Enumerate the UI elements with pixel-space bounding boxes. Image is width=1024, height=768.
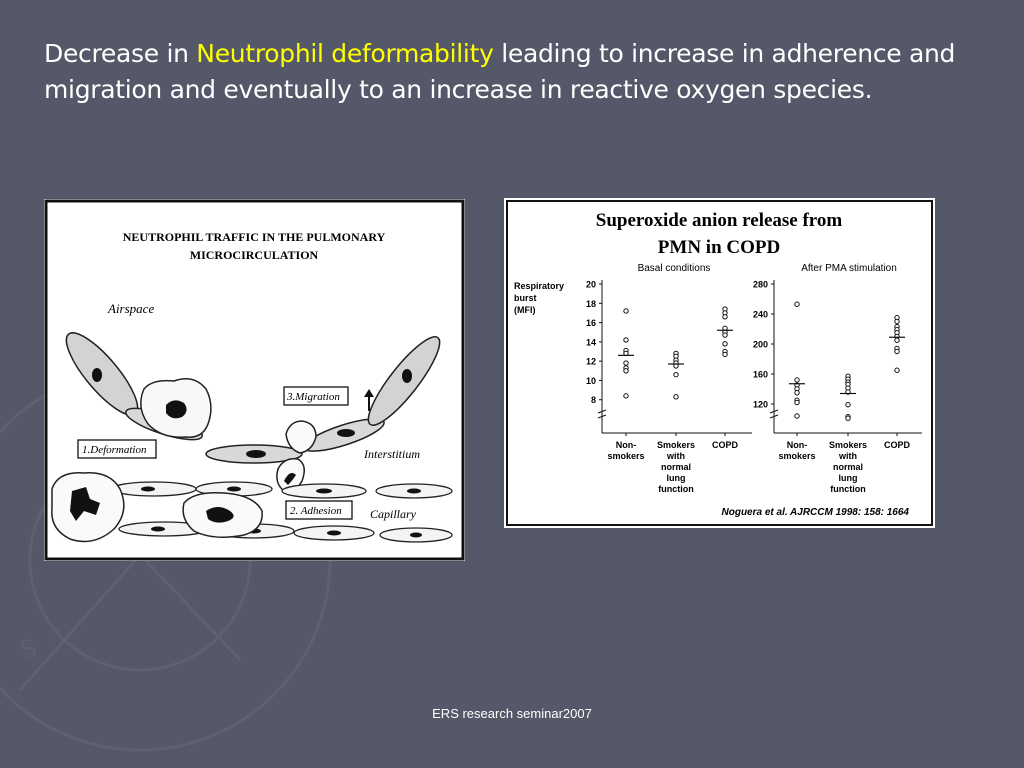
y-tick-label: 14 xyxy=(585,337,596,348)
data-point xyxy=(795,400,799,404)
svg-text:S: S xyxy=(15,632,42,667)
y-tick-label: 160 xyxy=(752,369,768,380)
category-label: Smokers xyxy=(828,440,868,450)
data-point xyxy=(895,319,899,323)
panel2-title: After PMA stimulation xyxy=(801,263,897,274)
y-tick-label: 20 xyxy=(585,279,596,290)
y-tick-label: 200 xyxy=(752,339,768,350)
data-point xyxy=(895,349,899,353)
data-point xyxy=(624,369,628,373)
ylabel-line1: Respiratory xyxy=(514,281,565,291)
label-deformation: 1.Deformation xyxy=(82,444,147,456)
data-point xyxy=(674,395,678,399)
category-label: function xyxy=(830,484,866,494)
category-label: Smokers xyxy=(656,440,696,450)
category-label: Non- xyxy=(615,440,637,450)
label-capillary: Capillary xyxy=(370,507,417,521)
category-label: smokers xyxy=(607,451,645,461)
y-tick-label: 16 xyxy=(585,318,596,329)
y-tick-label: 8 xyxy=(590,395,596,406)
category-label: COPD xyxy=(711,440,739,450)
data-point xyxy=(723,342,727,346)
label-airspace: Airspace xyxy=(108,301,155,316)
data-point xyxy=(895,338,899,342)
data-point xyxy=(795,378,799,382)
data-point xyxy=(846,403,850,407)
y-tick-label: 10 xyxy=(585,375,596,386)
panel1-title: Basal conditions xyxy=(637,263,711,274)
data-point xyxy=(723,315,727,319)
category-label: Non- xyxy=(786,440,808,450)
slide-footer: ERS research seminar2007 xyxy=(432,706,592,721)
category-label: with xyxy=(667,451,685,461)
data-point xyxy=(795,302,799,306)
ylabel-line2: burst xyxy=(514,293,537,303)
y-tick-label: 240 xyxy=(752,309,768,320)
diagram-title-line2: MICROCIRCULATION xyxy=(189,248,319,262)
superoxide-chart xyxy=(504,198,935,528)
category-label: normal xyxy=(660,462,692,472)
data-point xyxy=(624,361,628,365)
y-tick-label: 18 xyxy=(585,298,596,309)
chart-title-line2: PMN in COPD xyxy=(657,237,781,258)
diagram-title-line1: NEUTROPHIL TRAFFIC IN THE PULMONARY xyxy=(122,230,386,244)
slide-title: Decrease in Neutrophil deformability leading to increase in adherence and migration and eventually to an increase in reactive oxygen species. xyxy=(44,39,956,104)
data-point xyxy=(674,372,678,376)
category-label: COPD xyxy=(883,440,911,450)
y-tick-label: 120 xyxy=(752,399,768,410)
category-label: with xyxy=(839,451,857,461)
data-point xyxy=(846,416,850,420)
neutrophil-nucleus xyxy=(166,400,187,418)
citation: Noguera et al. AJRCCM 1998: 158: 1664 xyxy=(721,507,909,518)
ylabel-line3: (MFI) xyxy=(514,305,536,315)
data-point xyxy=(723,333,727,337)
neutrophil-traffic-diagram xyxy=(44,199,465,561)
data-point xyxy=(624,309,628,313)
category-label: function xyxy=(658,484,694,494)
label-adhesion: 2. Adhesion xyxy=(290,505,342,517)
data-point xyxy=(795,391,799,395)
category-label: lung xyxy=(666,473,686,483)
title-highlight: Neutrophil deformability xyxy=(196,39,494,68)
data-point xyxy=(624,394,628,398)
data-point xyxy=(795,414,799,418)
label-migration: 3.Migration xyxy=(287,391,340,403)
label-interstitium: Interstitium xyxy=(364,447,420,461)
y-tick-label: 280 xyxy=(752,279,768,290)
category-label: smokers xyxy=(778,451,816,461)
chart-title-line1: Superoxide anion release from xyxy=(595,210,843,231)
data-point xyxy=(624,338,628,342)
category-label: normal xyxy=(832,462,864,472)
y-tick-label: 12 xyxy=(585,356,596,367)
data-point xyxy=(895,368,899,372)
category-label: lung xyxy=(838,473,858,483)
data-point xyxy=(723,352,727,356)
